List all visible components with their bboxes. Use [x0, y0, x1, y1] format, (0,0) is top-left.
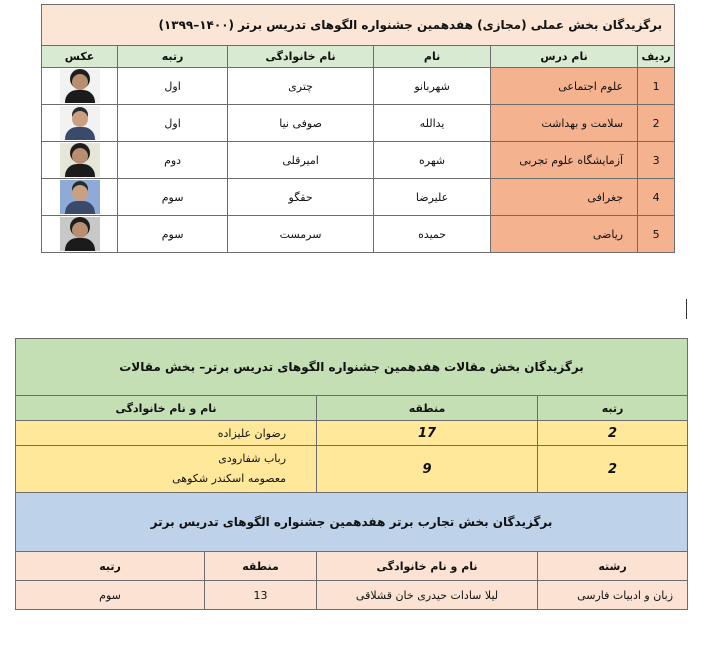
header-family: نام خانوادگی — [228, 46, 374, 68]
header-fullname: نام و نام خانوادگی — [16, 396, 317, 421]
header-rank: رتبه — [538, 396, 688, 421]
cell-rank: سوم — [118, 179, 228, 216]
cell-field: زبان و ادبیات فارسی — [538, 581, 688, 610]
cell-radif: 4 — [638, 179, 675, 216]
header-rank: رتبه — [118, 46, 228, 68]
header-region: منطقه — [317, 396, 538, 421]
header-field: رشته — [538, 552, 688, 581]
cell-region: 13 — [205, 581, 317, 610]
header-course: نام درس — [491, 46, 638, 68]
header-photo: عکس — [42, 46, 118, 68]
cell-rank: اول — [118, 68, 228, 105]
cell-region: 9 — [317, 446, 538, 493]
table-row — [16, 421, 688, 446]
practical-winners-table — [41, 4, 675, 253]
table2-title: برگزیدگان بخش مقالات هفدهمین جشنواره الگوهای تدریس برتر– بخش مقالات — [16, 339, 688, 396]
cell-fullname: رضوان علیزاده — [16, 421, 317, 446]
header-rank: رتبه — [16, 552, 205, 581]
cell-radif: 2 — [638, 105, 675, 142]
cell-rank: 2 — [538, 421, 688, 446]
cell-photo — [42, 179, 118, 216]
table-row — [42, 142, 675, 179]
cell-rank: دوم — [118, 142, 228, 179]
person-photo — [60, 180, 100, 214]
cell-family: امیرقلی — [228, 142, 374, 179]
cell-radif: 5 — [638, 216, 675, 253]
table-row — [42, 105, 675, 142]
cell-region: 17 — [317, 421, 538, 446]
cell-name: شهره — [374, 142, 491, 179]
cell-rank: 2 — [538, 446, 688, 493]
person-photo — [60, 69, 100, 103]
person-photo — [60, 106, 100, 140]
cell-course: علوم اجتماعی — [491, 68, 638, 105]
cell-photo — [42, 142, 118, 179]
cell-photo — [42, 216, 118, 253]
cell-radif: 1 — [638, 68, 675, 105]
cell-course: جغرافی — [491, 179, 638, 216]
divider-mark — [686, 299, 687, 319]
name-line: معصومه اسکندر شکوهی — [172, 472, 287, 485]
table3-title: برگزیدگان بخش تجارب برتر هفدهمین جشنواره الگوهای تدریس برتر — [16, 493, 688, 552]
cell-family: حقگو — [228, 179, 374, 216]
table-row — [42, 216, 675, 253]
header-radif: ردیف — [638, 46, 675, 68]
cell-family: صوفی نیا — [228, 105, 374, 142]
table-row — [42, 68, 675, 105]
cell-radif: 3 — [638, 142, 675, 179]
cell-name: یدالله — [374, 105, 491, 142]
cell-fullname: لیلا سادات حیدری خان قشلاقی — [317, 581, 538, 610]
cell-photo — [42, 68, 118, 105]
table-row — [16, 446, 688, 493]
cell-name: حمیده — [374, 216, 491, 253]
header-region: منطقه — [205, 552, 317, 581]
cell-name: شهربانو — [374, 68, 491, 105]
person-photo — [60, 217, 100, 251]
cell-rank: سوم — [16, 581, 205, 610]
cell-rank: سوم — [118, 216, 228, 253]
cell-family: چتری — [228, 68, 374, 105]
cell-rank: اول — [118, 105, 228, 142]
cell-name: علیرضا — [374, 179, 491, 216]
cell-course: آزمایشگاه علوم تجربی — [491, 142, 638, 179]
table1-title: برگزیدگان بخش عملی (مجازی) هفدهمین جشنواره الگوهای تدریس برتر (۱۴۰۰–۱۳۹۹) — [42, 5, 675, 46]
cell-course: سلامت و بهداشت — [491, 105, 638, 142]
articles-and-experiences-table — [15, 338, 688, 610]
cell-family: سرمست — [228, 216, 374, 253]
table-row — [42, 179, 675, 216]
person-photo — [60, 143, 100, 177]
cell-course: ریاضی — [491, 216, 638, 253]
header-name: نام — [374, 46, 491, 68]
table-row — [16, 581, 688, 610]
cell-fullname — [16, 446, 317, 493]
cell-photo — [42, 105, 118, 142]
header-fullname: نام و نام خانوادگی — [317, 552, 538, 581]
name-line: رباب شفارودی — [218, 452, 287, 465]
